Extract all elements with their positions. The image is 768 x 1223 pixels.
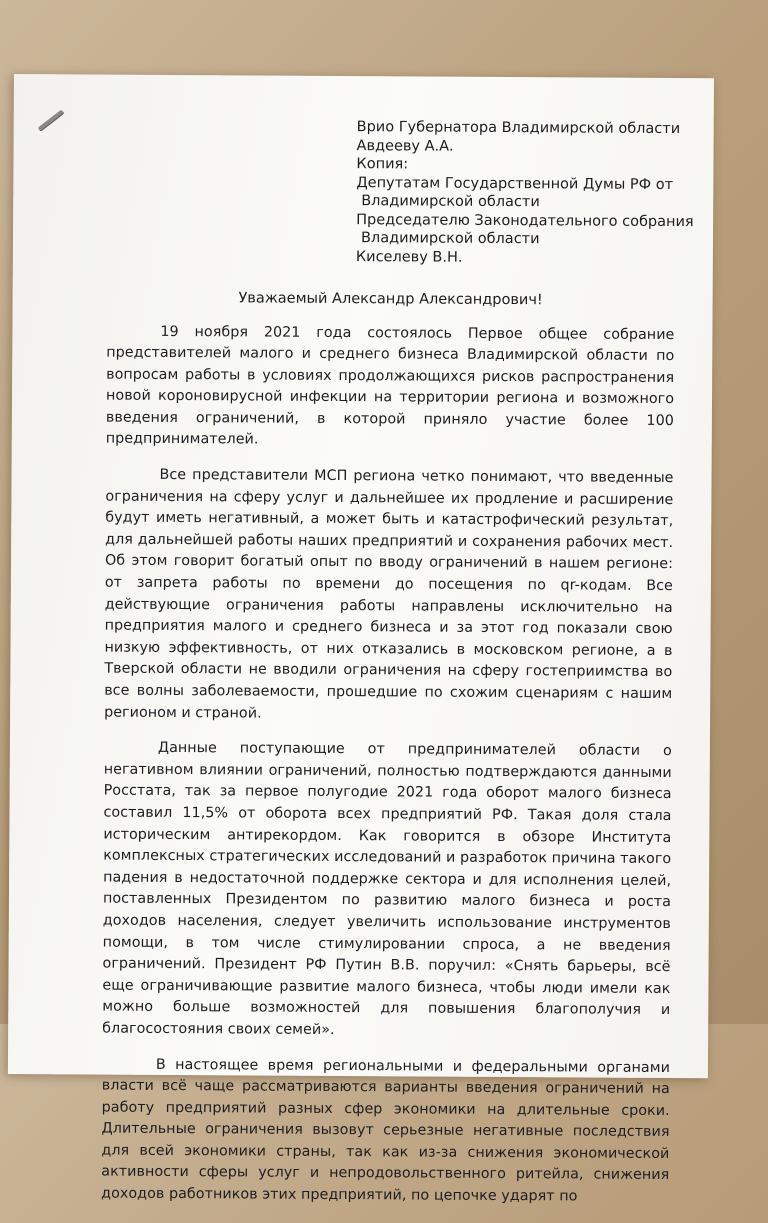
addressee-line: Копия: — [356, 156, 409, 173]
addressee-line: Владимирской области — [360, 230, 540, 248]
staple-mark — [38, 109, 64, 130]
letter-body — [101, 117, 694, 1223]
paragraph: В настоящее время региональными и федеральными органами власти всё чаще рассматриваются варианты введения ограничений на работу предприятий разных сфер экономики на длительные сроки. Длительные ограничения вызовут серьезные негативные последствия для всей экономики страны, так как из-за снижения экономической активности сферы услуг и непродовольственного ритейла, снижения доходов работников этих предприятий, по цепочке ударят по — [101, 1056, 670, 1205]
addressee-line: Председателю Законодательного собрания — [356, 211, 694, 230]
paragraph: 19 ноября 2021 года состоялось Первое общее собрание представителей малого и среднего бизнеса Владимирской области по вопросам работы в условиях продолжающихся рисков распространения новой короновирусной инфекции на территории региона и возможного введения ограничений, в которой приняло участие более 100 предпринимателей. — [105, 323, 675, 448]
salutation: Уважаемый Александр Александрович! — [238, 290, 543, 309]
paragraph: Данные поступающие от предпринимателей области о негативном влиянии ограничений, полностью подтверждаются данными Росстата, так за первое полугодие 2021 года оборот малого бизнеса составил 11,5% от оборота всех предприятий РФ. Такая доля стала историческим антирекордом. Как говорится в обзоре Института комплексных стратегических исследований и разработок причина такого падения в недостаточной поддержке сектора и для исполнения целей, поставленных Президентом по развитию малого бизнеса и роста доходов населения, следует увеличить использование инструментов помощи, в том числе стимулировании спроса, а не введения ограничений. Президент РФ Путин В.В. поручил: «Снять барьеры, всё еще ограничивающие развитие малого бизнеса, чтобы люди имели как можно больше возможностей для повышения благополучия и благосостояния своих семей». — [102, 740, 672, 1038]
addressee-line: Депутатам Государственной Думы РФ от — [356, 174, 674, 193]
addressee-line: Врио Губернатора Владимирской области — [356, 119, 681, 138]
addressee-line: Владимирской области — [361, 193, 540, 211]
addressee-line: Авдееву А.А. — [356, 137, 454, 155]
addressee-block — [355, 118, 694, 268]
document-sheet — [8, 74, 714, 1205]
paragraph: Все представители МСП региона четко понимают, что введенные ограничения на сферу услуг и дальнейшее их продление и расширение будут иметь негативный, а может быть и катастрофический результат, для дальнейшей работы наших предприятий и сохранения рабочих мест. Об этом говорит богатый опыт по вводу ограничений в нашем регионе: от запрета работы по времени до посещения по qr-кодам. Все действующие ограничения работы направлены исключительно на предприятия малого и среднего бизнеса и за этот год показали свою низкую эффективность, от них отказались в московском регионе, а в Тверской области не вводили ограничения на сферу гостеприимства во все волны заболеваемости, прошедшие по схожим сценариям с нашим регионом и страной. — [104, 466, 674, 722]
addressee-line: Киселеву В.Н. — [355, 248, 463, 266]
